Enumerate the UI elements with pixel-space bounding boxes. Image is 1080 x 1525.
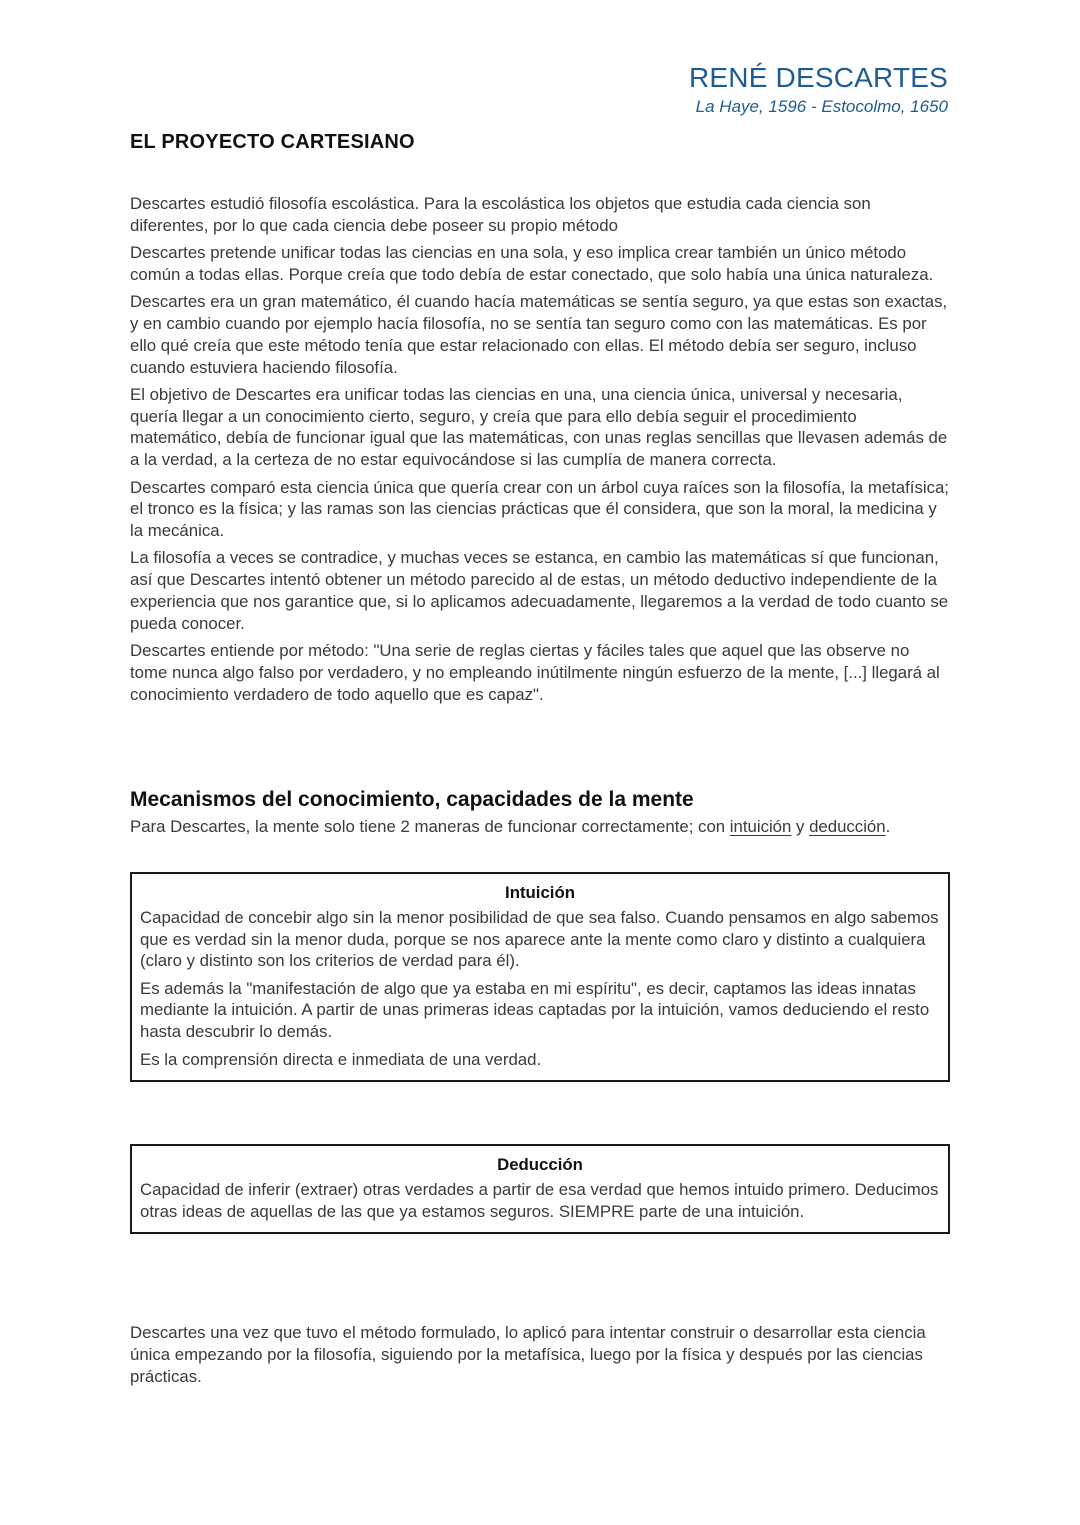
subsection-intro [130, 816, 960, 838]
deduccion-box [130, 1144, 950, 1234]
intuicion-paragraph: Capacidad de concebir algo sin la menor posibilidad de que sea falso. Cuando pensamos en algo sabemos que es verdad sin la menor duda, porque se nos aparece ante la mente como claro y distinto a cualquiera (claro y distinto son los criterios de verdad para él). [140, 907, 939, 971]
body-text [130, 193, 950, 711]
subsection-title: Mecanismos del conocimiento, capacidades de la mente [130, 788, 694, 811]
intro-text: Para Descartes, la mente solo tiene 2 maneras de funcionar correctamente; con [130, 817, 730, 836]
intuicion-box-title: Intuición [505, 883, 575, 902]
page-header [689, 60, 948, 118]
intro-connector: y [791, 817, 810, 836]
intuicion-link[interactable]: intuición [729, 817, 792, 836]
section-title: EL PROYECTO CARTESIANO [130, 131, 415, 153]
deduccion-box-title: Deducción [497, 1155, 583, 1174]
paragraph: Descartes era un gran matemático, él cuando hacía matemáticas se sentía seguro, ya que estas son exactas, y en cambio cuando por ejemplo hacía filosofía, no se sentía tan seguro como con las matemáticas. Es por ello qué creía que este método tenía que estar relacionado con ellas. El método debía ser seguro, incluso cuando estuviera haciendo filosofía. [130, 292, 948, 377]
paragraph: Descartes pretende unificar todas las ciencias en una sola, y eso implica crear también un único método común a todas ellas. Porque creía que todo debía de estar conectado, que solo había una única naturaleza. [130, 243, 934, 284]
author-dates: La Haye, 1596 - Estocolmo, 1650 [695, 97, 948, 116]
mecanismos-section [130, 787, 960, 838]
author-name: RENÉ DESCARTES [688, 62, 948, 93]
paragraph: El objetivo de Descartes era unificar todas las ciencias en una, una ciencia única, universal y necesaria, quería llegar a un conocimiento cierto, seguro, y creía que para ello debía seguir el procedimiento matemático, debía de funcionar igual que las matemáticas, con unas reglas sencillas que llevasen además de a la verdad, a la certeza de no estar equivocándose si las cumplía de manera correcta. [130, 384, 948, 470]
paragraph: Descartes estudió filosofía escolástica. Para la escolástica los objetos que estudia cada ciencia son diferentes, por lo que cada ciencia debe poseer su propio método [130, 194, 871, 235]
intro-end: . [885, 817, 891, 836]
paragraph: Descartes entiende por método: "Una serie de reglas ciertas y fáciles tales que aquel que las observe no tome nunca algo falso por verdadero, y no empleando inútilmente ningún esfuerzo de la mente, [...] llegará al conocimiento verdadero de todo aquello que es capaz". [130, 641, 940, 704]
deduccion-paragraph: Capacidad de inferir (extraer) otras verdades a partir de esa verdad que hemos intuido primero. Deducimos otras ideas de aquellas de las que ya estamos seguros. SIEMPRE parte de una intuición. [140, 1179, 939, 1221]
intuicion-paragraph: Es además la "manifestación de algo que ya estaba en mi espíritu", es decir, captamos las ideas innatas mediante la intuición. A partir de unas primeras ideas captadas por la intuición, vamos deduciendo el resto hasta descubrir lo demás. [140, 978, 930, 1042]
paragraph: La filosofía a veces se contradice, y muchas veces se estanca, en cambio las matemáticas sí que funcionan, así que Descartes intentó obtener un método parecido al de estas, un método deductivo independiente de la experiencia que nos garantice que, si lo aplicamos adecuadamente, llegaremos a la verdad de todo cuanto se pueda conocer. [130, 548, 949, 633]
paragraph: Descartes comparó esta ciencia única que quería crear con un árbol cuya raíces son la filosofía, la metafísica; el tronco es la física; y las ramas son las ciencias prácticas que él considera, que son la moral, la medicina y la mecánica. [130, 477, 949, 541]
deduccion-link[interactable]: deducción [809, 817, 886, 836]
intuicion-paragraph: Es la comprensión directa e inmediata de una verdad. [140, 1049, 542, 1069]
closing-paragraph: Descartes una vez que tuvo el método formulado, lo aplicó para intentar construir o desarrollar esta ciencia única empezando por la filosofía, siguiendo por la metafísica, luego por la física y después por las ciencias prácticas. [130, 1323, 926, 1386]
intuicion-box [130, 872, 950, 1082]
